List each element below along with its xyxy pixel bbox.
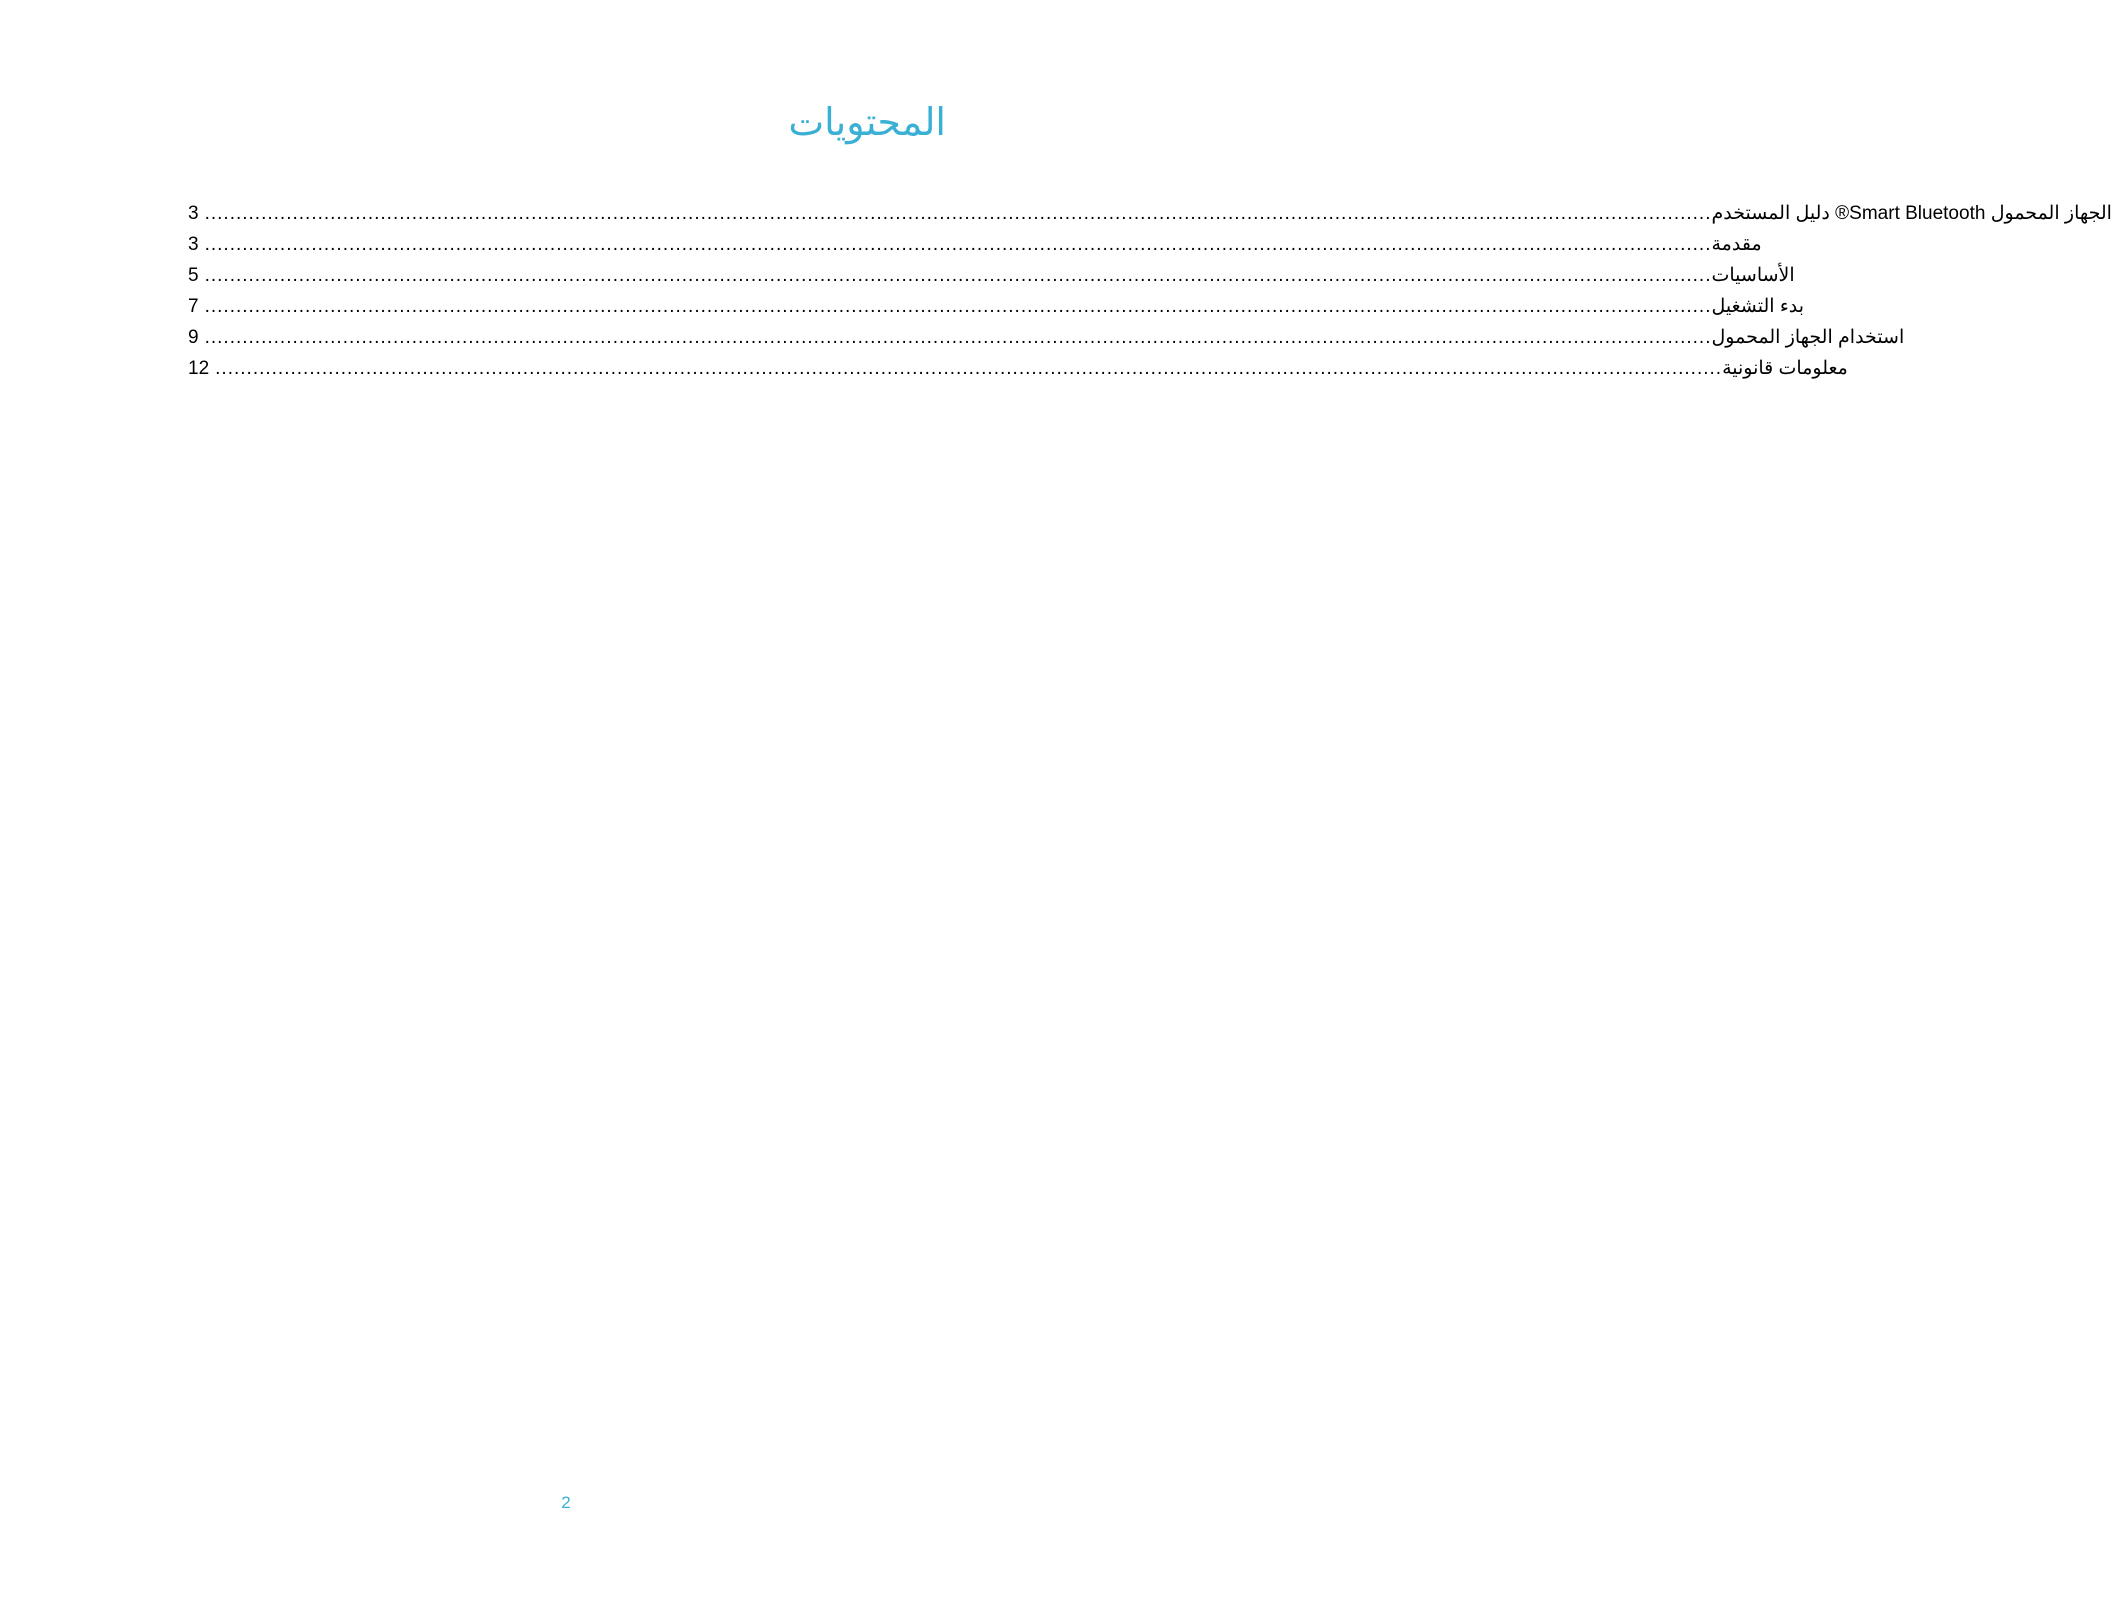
- toc-entry-title: مقدمة: [1711, 234, 1762, 255]
- toc-leader-dots: ................................................................................................................................................................................................................................................: [204, 265, 1712, 286]
- page-title: المحتويات: [788, 100, 946, 144]
- toc-page-number: 7: [188, 296, 199, 317]
- toc-entry-title: الجهاز المحمول Smart Bluetooth® دليل المستخدم: [1711, 203, 2112, 224]
- toc-leader-dots: ................................................................................................................................................................................................................................................: [204, 234, 1712, 255]
- toc-page-number: 3: [188, 234, 199, 255]
- toc-entry[interactable]: [188, 233, 1762, 264]
- toc-leader-dots: ................................................................................................................................................................................................................................................: [204, 327, 1712, 348]
- toc-entry[interactable]: [188, 326, 1905, 357]
- table-of-contents: [188, 202, 2112, 388]
- toc-entry-title: استخدام الجهاز المحمول: [1711, 327, 1905, 348]
- toc-leader-dots: ................................................................................................................................................................................................................................................: [215, 358, 1723, 379]
- toc-entry[interactable]: [188, 295, 1805, 326]
- toc-leader-dots: ................................................................................................................................................................................................................................................: [204, 296, 1712, 317]
- toc-entry-title: الأساسيات: [1711, 265, 1795, 286]
- toc-entry[interactable]: [188, 202, 2112, 233]
- toc-page-number: 5: [188, 265, 199, 286]
- toc-page-number: 3: [188, 203, 199, 224]
- toc-entry[interactable]: [188, 357, 1848, 388]
- toc-entry-title: بدء التشغيل: [1711, 296, 1805, 317]
- toc-leader-dots: ................................................................................................................................................................................................................................................: [204, 203, 1712, 224]
- toc-page-number: 12: [188, 358, 210, 379]
- toc-page-number: 9: [188, 327, 199, 348]
- page-number: 2: [561, 1493, 571, 1512]
- toc-entry-title: معلومات قانونية: [1722, 358, 1848, 379]
- toc-entry[interactable]: [188, 264, 1795, 295]
